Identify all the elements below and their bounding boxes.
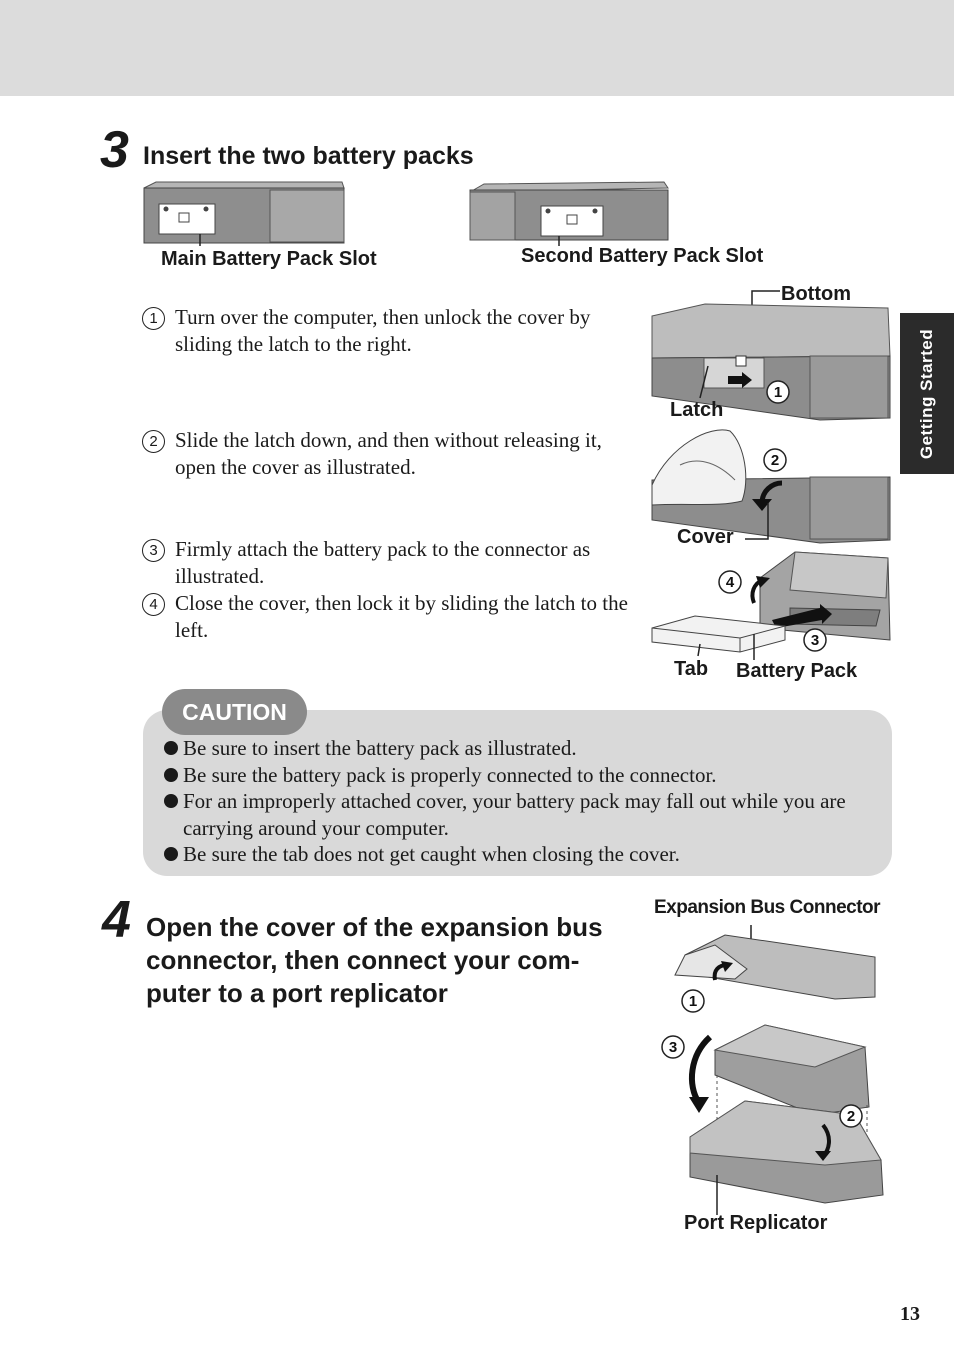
step-marker: 4 [142,593,165,616]
caution-text: Be sure to insert the battery pack as illustrated. [183,736,577,760]
second-battery-slot-label: Second Battery Pack Slot [521,245,764,267]
second-battery-slot-illustration [468,180,673,248]
port-replicator-label: Port Replicator [684,1212,828,1234]
step-marker: 1 [142,307,165,330]
instruction-2 [142,427,637,481]
caution-text: For an improperly attached cover, your battery pack may fall out while you are carrying around your computer. [183,789,846,840]
step-4-title-line: connector, then connect your com- [146,945,580,975]
instruction-text: Close the cover, then lock it by sliding the latch to the left. [175,591,628,642]
bullet-icon [164,794,178,808]
step-marker: 3 [142,539,165,562]
instruction-text: Slide the latch down, and then without releasing it, open the cover as illustrated. [175,428,602,479]
caution-item [162,762,887,789]
cover-label: Cover [677,526,734,548]
marker-4: 4 [725,574,735,591]
step-3-title: Insert the two battery packs [143,142,474,170]
caution-item [162,735,887,762]
instruction-text: Turn over the computer, then unlock the cover by sliding the latch to the right. [175,305,591,356]
bottom-label: Bottom [781,283,851,305]
main-battery-slot-illustration [142,180,352,248]
port-replicator-illustration [655,925,895,1215]
battery-pack-label: Battery Pack [736,660,858,682]
marker-3b: 3 [668,1039,678,1056]
battery-pack-illustration [650,548,895,668]
marker-1b: 1 [688,993,698,1010]
marker-2b: 2 [846,1108,856,1125]
caution-text: Be sure the battery pack is properly connected to the connector. [183,762,717,787]
marker-2: 2 [770,452,780,469]
page-number: 13 [900,1303,920,1325]
instruction-1 [142,304,637,358]
caution-list [162,735,887,868]
bullet-icon [164,741,178,755]
step-marker: 2 [142,430,165,453]
step-4-title [146,911,603,1010]
caution-item [162,788,887,841]
section-side-tab [900,313,954,474]
step-4-number: 4 [102,891,131,949]
expansion-bus-label: Expansion Bus Connector [654,897,881,918]
caution-text: Be sure the tab does not get caught when closing the cover. [183,842,680,866]
instruction-3 [142,536,637,590]
step-3-number: 3 [100,121,129,179]
bullet-icon [164,847,178,861]
tab-label: Tab [674,658,709,680]
header-band [0,0,954,96]
bullet-icon [164,768,178,782]
instruction-4 [142,590,637,644]
marker-1: 1 [773,384,783,401]
latch-label: Latch [670,399,724,421]
caution-title: CAUTION [162,689,307,735]
main-battery-slot-label: Main Battery Pack Slot [161,248,377,270]
side-tab-label: Getting Started [917,328,936,459]
caution-item [162,841,887,868]
instruction-text: Firmly attach the battery pack to the connector as illustrated. [175,537,591,588]
marker-3: 3 [810,632,820,649]
step-4-title-line: Open the cover of the expansion bus [146,912,603,942]
step-4-title-line: puter to a port replicator [146,978,448,1008]
